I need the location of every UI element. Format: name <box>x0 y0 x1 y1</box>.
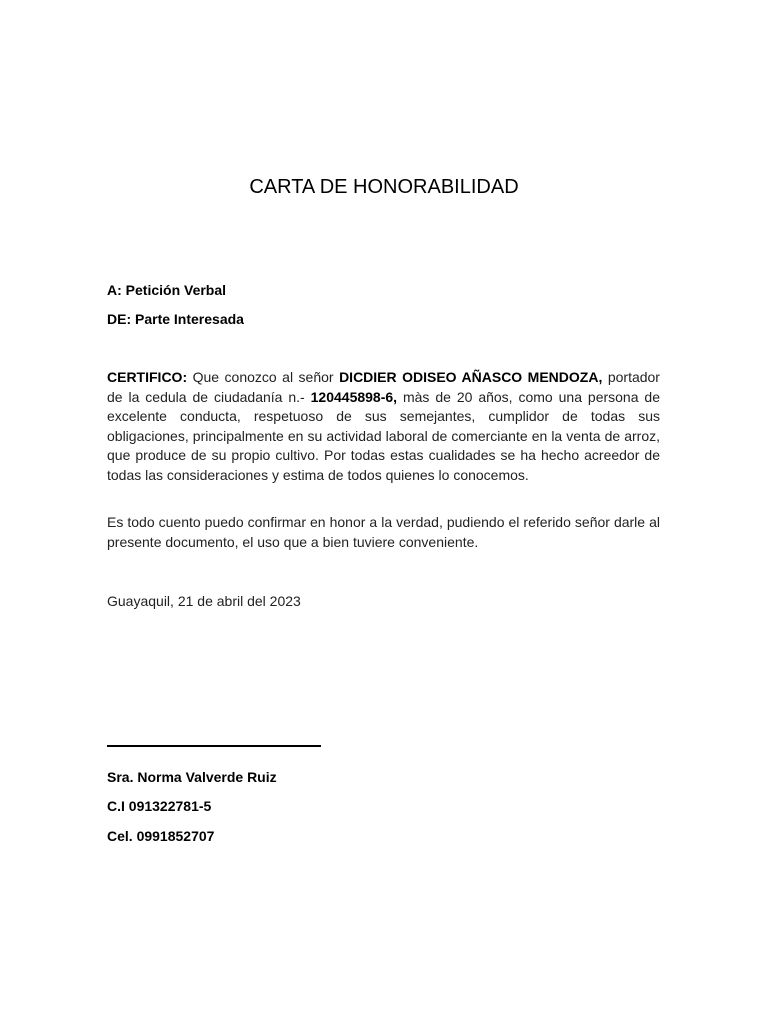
certification-paragraph <box>107 368 660 485</box>
signer-id: C.I 091322781-5 <box>107 798 212 814</box>
document-title: CARTA DE HONORABILIDAD <box>249 176 519 198</box>
recipient-line: A: Petición Verbal <box>107 282 227 298</box>
paragraph-text-1: Que conozco al señor <box>187 369 340 385</box>
id-number: 120445898-6, <box>310 388 398 405</box>
paragraph-text-2: portador de la cedula de ciudadanía n.- <box>107 369 660 405</box>
signer-name: Sra. Norma Valverde Ruiz <box>107 769 277 785</box>
sender-line: DE: Parte Interesada <box>107 311 244 327</box>
paragraph-text-3: màs de 20 años, como una persona de excelente conducta, respetuoso de sus semejantes, cumplidor de todas sus obligaciones, principalmente en su actividad laboral de comerciante en la venta de arroz, que produce de su propio cultivo. Por todas estas cualidades se ha hecho acreedor de todas las consideraciones y estima de todos quienes lo conocemos. <box>107 388 660 483</box>
signer-phone: Cel. 0991852707 <box>107 828 215 844</box>
signature-line <box>107 745 321 747</box>
person-name: DICDIER ODISEO AÑASCO MENDOZA, <box>339 369 603 385</box>
place-date: Guayaquil, 21 de abril del 2023 <box>107 593 301 609</box>
closing-paragraph: Es todo cuento puedo confirmar en honor a la verdad, pudiendo el referido señor darle al presente documento, el uso que a bien tuviere conveniente. <box>107 514 660 550</box>
certifico-label: CERTIFICO: <box>107 369 188 385</box>
